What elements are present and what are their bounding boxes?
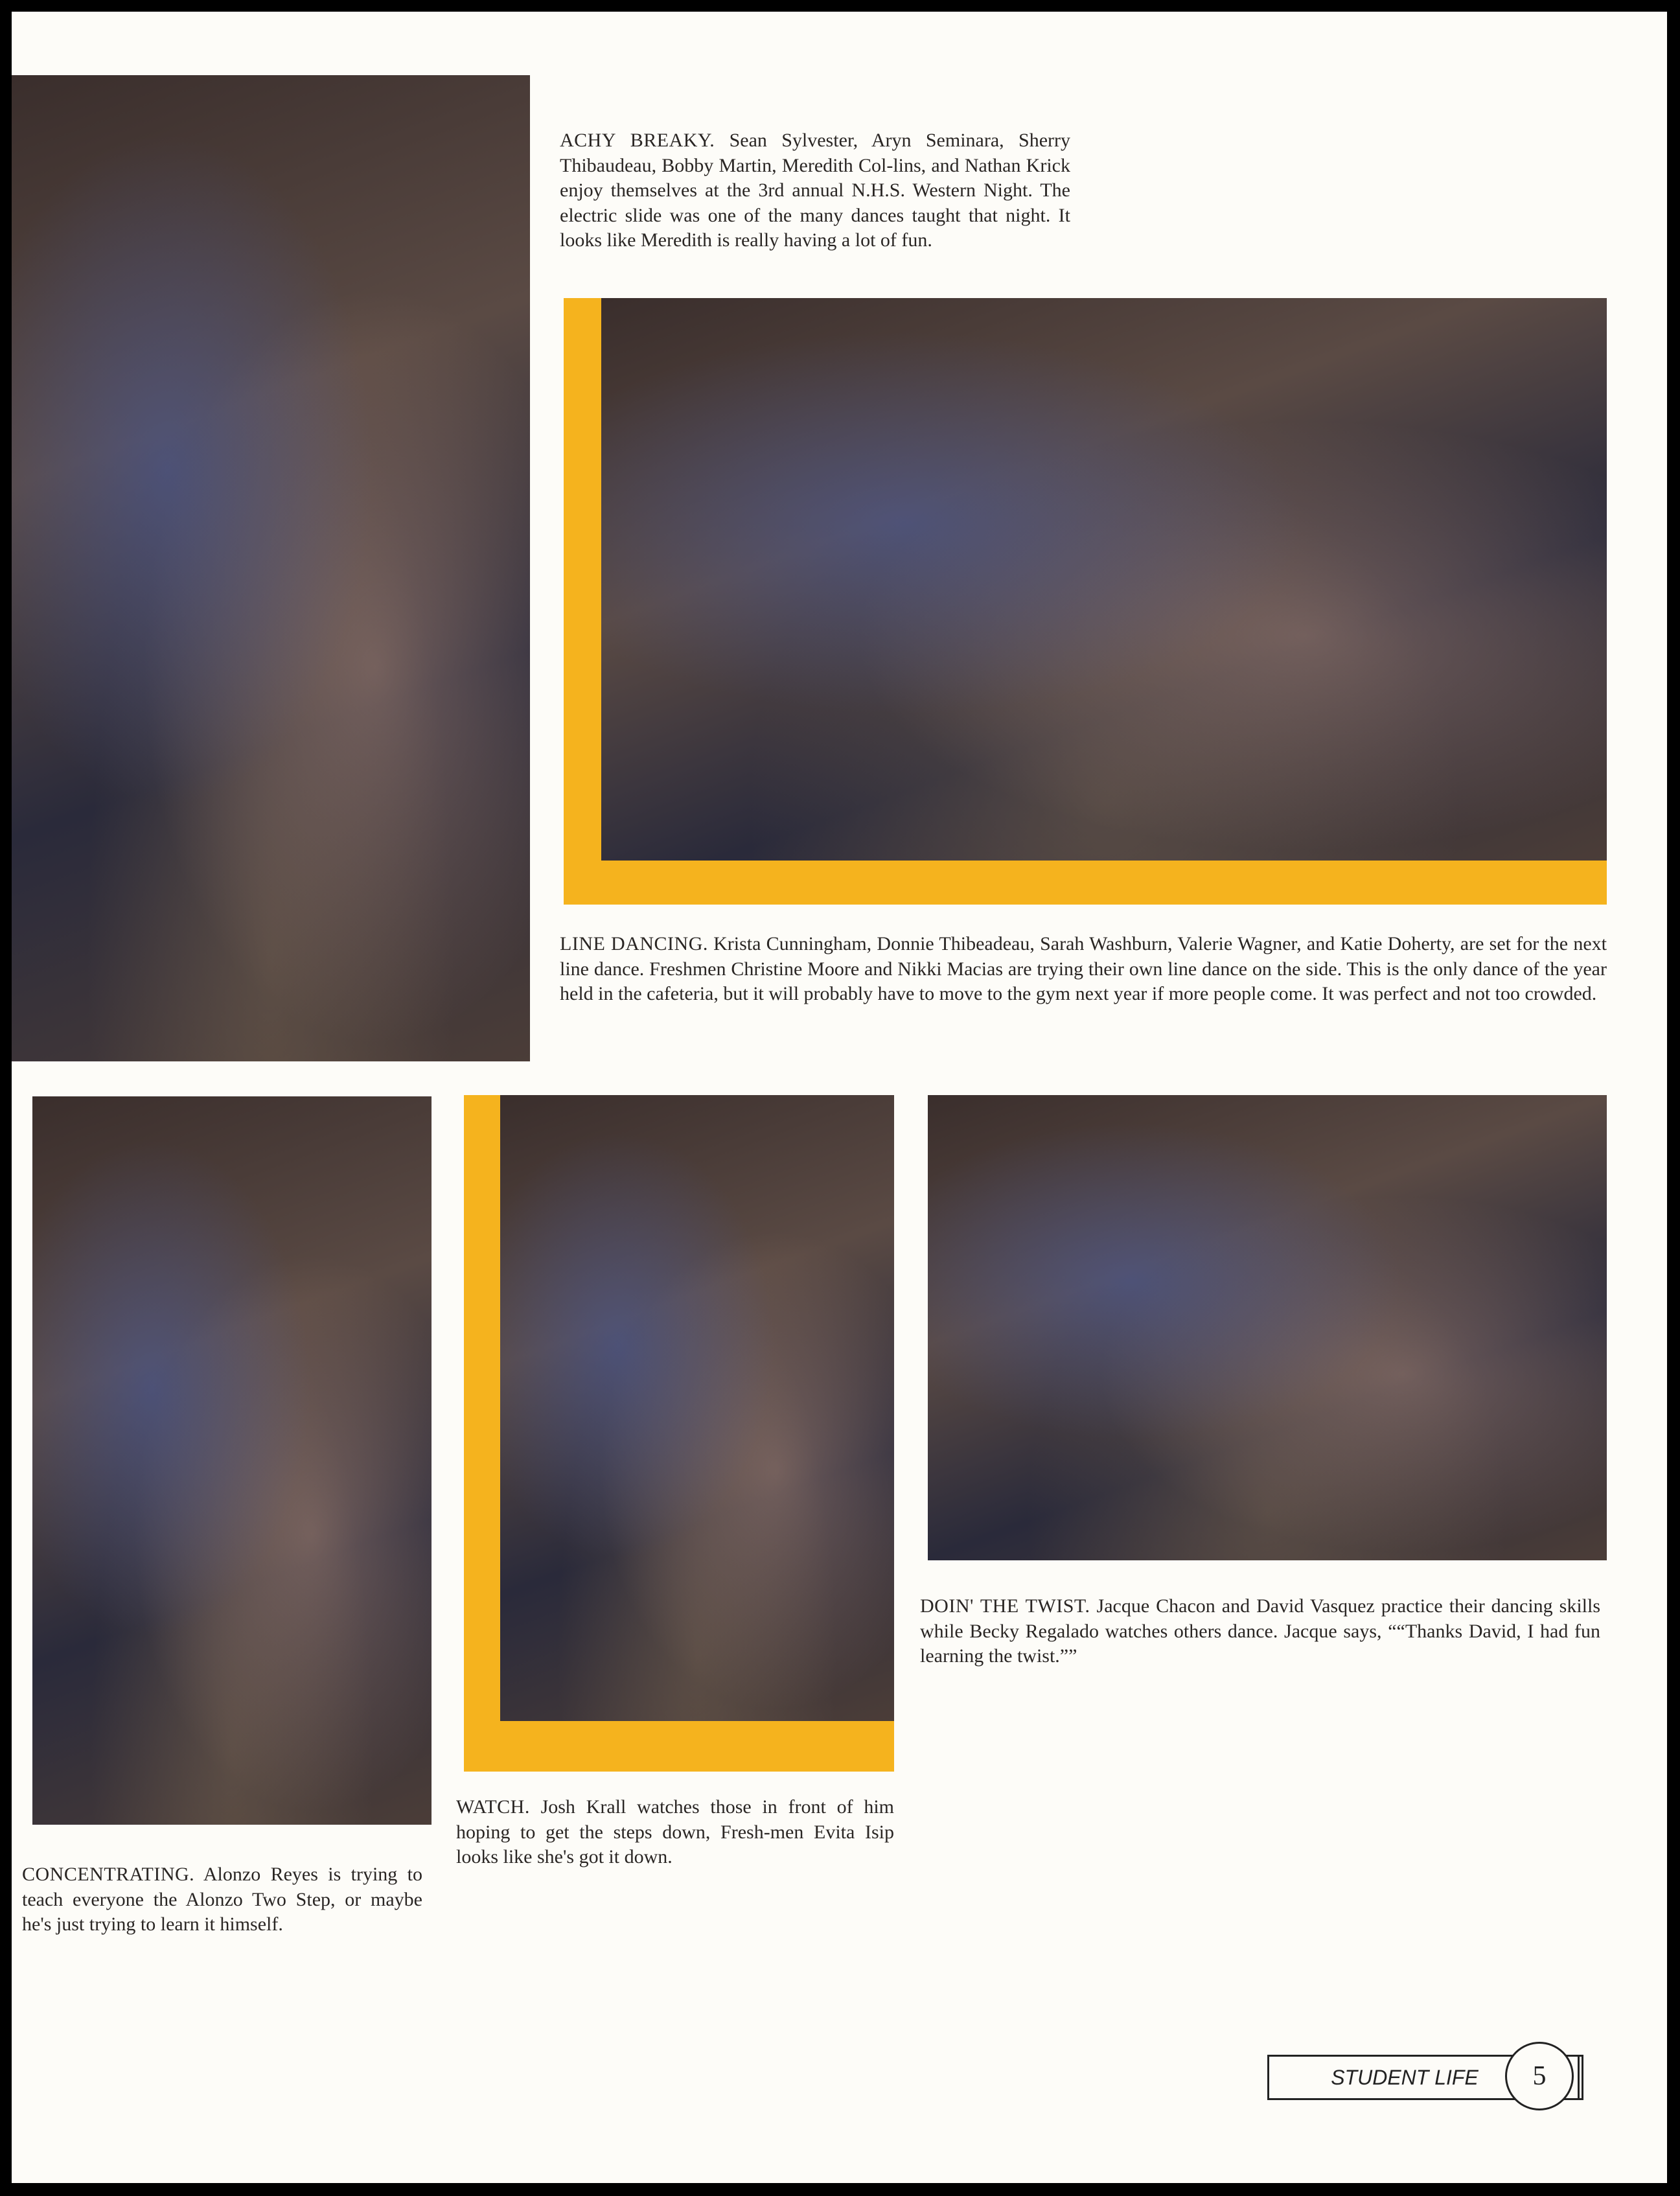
caption-line-dancing [560,932,1607,1007]
caption-achy-breaky-body: Sean Sylvester, Aryn Seminara, Sherry Thibaudeau, Bobby Martin, Meredith Col-lins, and Nathan Krick enjoy themselves at the 3rd annual N.H.S. Western Night. The electric slide was one of the many dances taught that night. It looks like Meredith is really having a lot of fun. [560,130,1070,251]
caption-twist-lead: DOIN' THE TWIST. [920,1595,1090,1617]
caption-concentrating-lead: CONCENTRATING. [22,1864,195,1885]
caption-watch-lead: WATCH. [456,1796,530,1818]
caption-watch-body: Josh Krall watches those in front of him hoping to get the steps down, Fresh-men Evita Isip looks like she's got it down. [456,1796,894,1867]
caption-twist-body: Jacque Chacon and David Vasquez practice their dancing skills while Becky Regalado watches others dance. Jacque says, ““Thanks David, I had fun learning the twist.”” [920,1595,1600,1667]
photo-line-dancing [601,298,1607,861]
caption-watch [456,1795,894,1870]
yearbook-page [12,12,1667,2183]
footer-section-label: STUDENT LIFE [1331,2066,1479,2089]
caption-line-dancing-body: Krista Cunningham, Donnie Thibeadeau, Sarah Washburn, Valerie Wagner, and Katie Doherty, are set for the next line dance. Freshmen Christine Moore and Nikki Macias are trying their own line dance on the side. This is the only dance of the year held in the cafeteria, but it will probably have to move to the gym next year if more people come. It was perfect and not too crowded. [560,933,1607,1004]
caption-concentrating-body: Alonzo Reyes is trying to teach everyone the Alonzo Two Step, or maybe he's just trying to learn it himself. [22,1864,422,1935]
caption-line-dancing-lead: LINE DANCING. [560,933,708,954]
photo-achy-breaky [12,75,530,1061]
photo-watch [500,1095,894,1721]
photo-concentrating [32,1096,432,1825]
caption-concentrating [22,1862,422,1937]
caption-twist [920,1594,1600,1669]
caption-achy-breaky [560,128,1070,253]
photo-twist [928,1095,1607,1560]
page-number: 5 [1505,2042,1574,2110]
caption-achy-breaky-lead: ACHY BREAKY. [560,130,715,151]
